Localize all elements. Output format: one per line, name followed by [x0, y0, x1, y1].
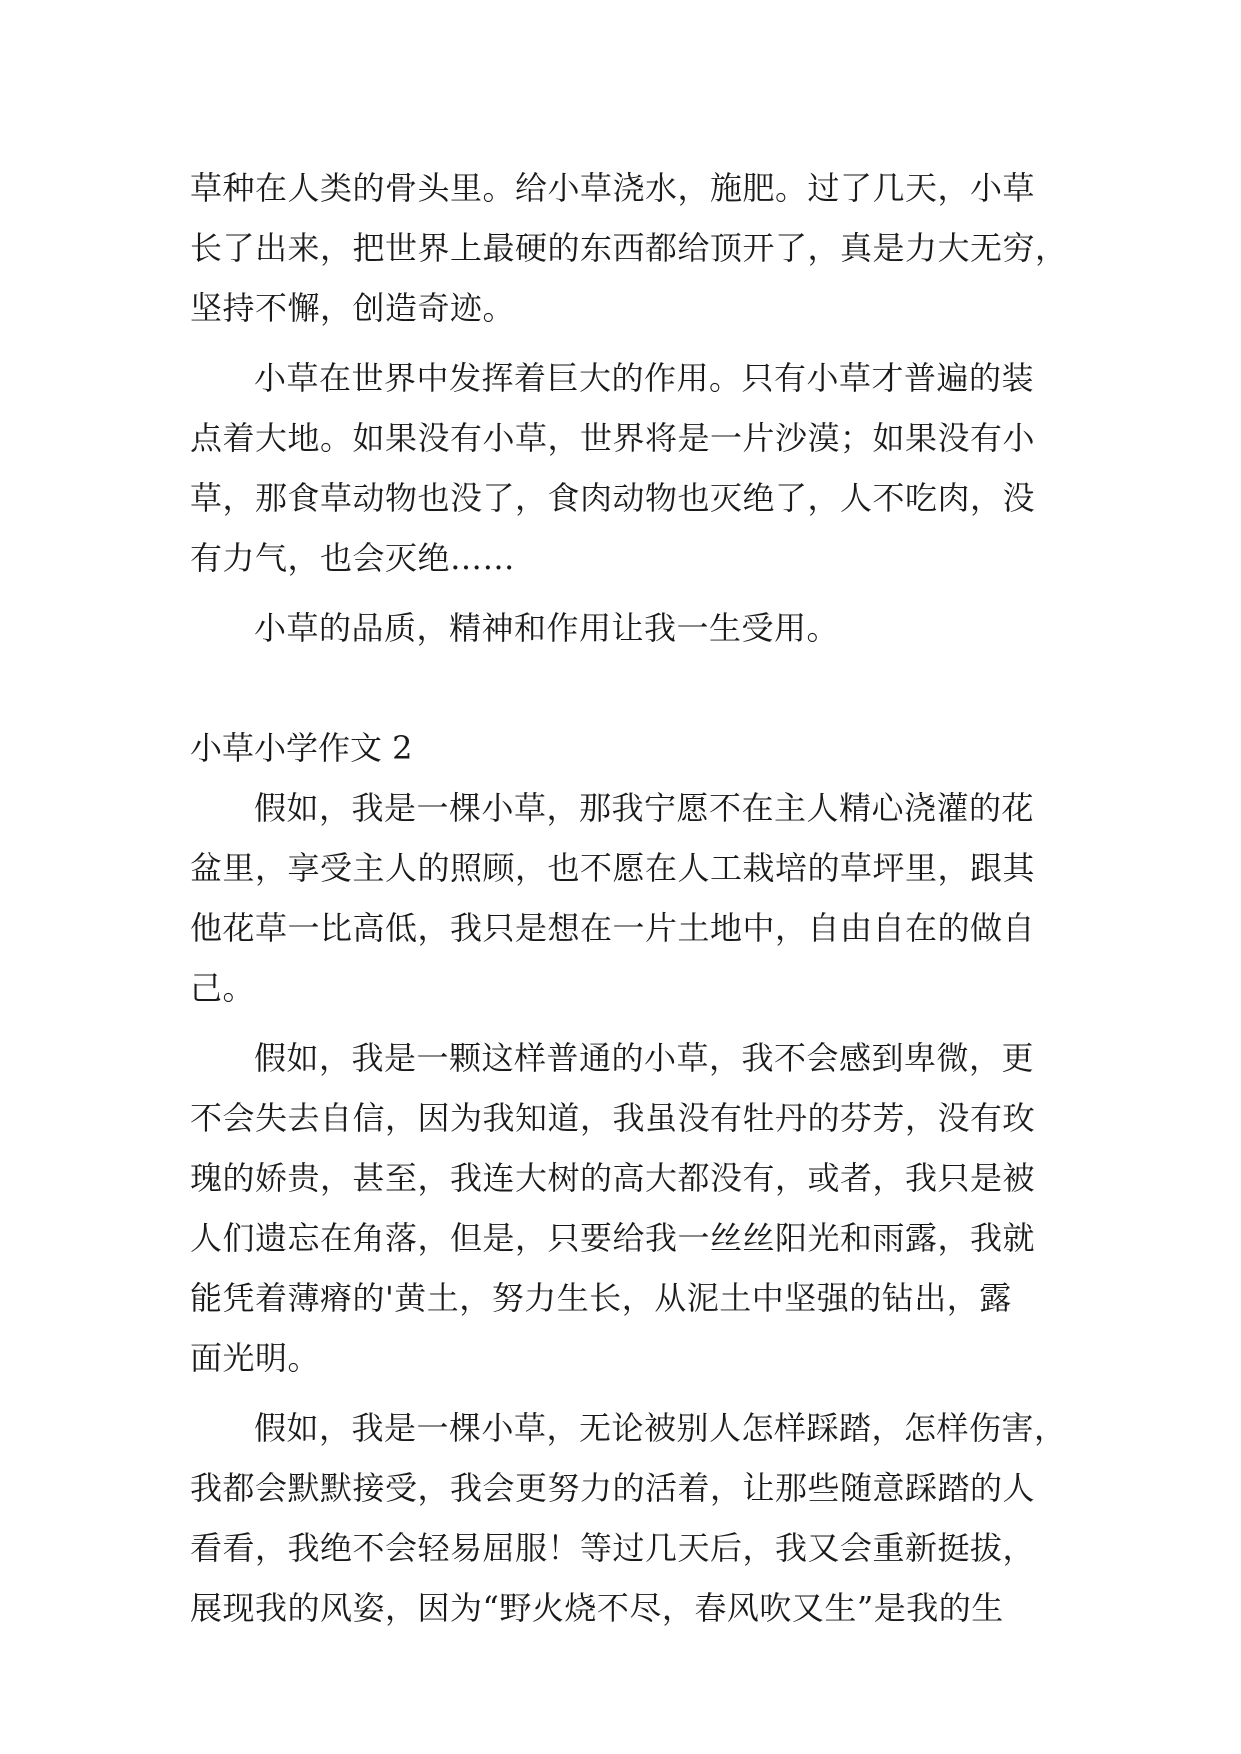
- text-line: 盆里，享受主人的照顾，也不愿在人工栽培的草坪里，跟其: [190, 849, 1036, 887]
- text-line: 不会失去自信，因为我知道，我虽没有牡丹的芬芳，没有玫: [190, 1099, 1036, 1137]
- paragraph: [190, 1398, 1070, 1638]
- text-line: 假如，我是一棵小草，那我宁愿不在主人精心浇灌的花: [254, 789, 1035, 827]
- text-line: 面光明。: [190, 1339, 321, 1377]
- document-body: [190, 158, 1070, 1638]
- paragraph: [190, 1028, 1070, 1388]
- text-line: 能凭着薄瘠的'黄土，努力生长，从泥土中坚强的钻出，露: [190, 1279, 1012, 1317]
- paragraph: [190, 158, 1070, 338]
- text-line: 展现我的风姿，因为“野火烧不尽，春风吹又生”是我的生: [190, 1589, 1004, 1627]
- text-line: 瑰的娇贵，甚至，我连大树的高大都没有，或者，我只是被: [190, 1159, 1036, 1197]
- paragraph: [190, 778, 1070, 1018]
- paragraph: [190, 348, 1070, 588]
- text-line: 他花草一比高低，我只是想在一片土地中，自由自在的做自: [190, 909, 1036, 947]
- text-line: 假如，我是一棵小草，无论被别人怎样踩踏，怎样伤害，: [254, 1409, 1067, 1447]
- text-line: 点着大地。如果没有小草，世界将是一片沙漠；如果没有小: [190, 419, 1036, 457]
- text-line: 坚持不懈，创造奇迹。: [190, 289, 516, 327]
- text-line: 草，那食草动物也没了，食肉动物也灭绝了，人不吃肉，没: [190, 479, 1036, 517]
- text-line: 看看，我绝不会轻易屈服！等过几天后，我又会重新挺拔，: [190, 1529, 1036, 1567]
- text-line: 我都会默默接受，我会更努力的活着，让那些随意踩踏的人: [190, 1469, 1036, 1507]
- text-line: 假如，我是一颗这样普通的小草，我不会感到卑微，更: [254, 1039, 1035, 1077]
- section-title: 小草小学作文 2: [190, 729, 413, 767]
- text-line: 己。: [190, 969, 256, 1007]
- text-line: 有力气，也会灭绝……: [190, 539, 516, 577]
- text-line: 长了出来，把世界上最硬的东西都给顶开了，真是力大无穷，: [190, 229, 1068, 267]
- text-line: 小草在世界中发挥着巨大的作用。只有小草才普遍的装: [254, 359, 1035, 397]
- text-line: 草种在人类的骨头里。给小草浇水，施肥。过了几天，小草: [190, 169, 1036, 207]
- text-line: 人们遗忘在角落，但是，只要给我一丝丝阳光和雨露，我就: [190, 1219, 1036, 1257]
- text-line: 小草的品质，精神和作用让我一生受用。: [254, 609, 840, 647]
- paragraph: [190, 598, 1070, 658]
